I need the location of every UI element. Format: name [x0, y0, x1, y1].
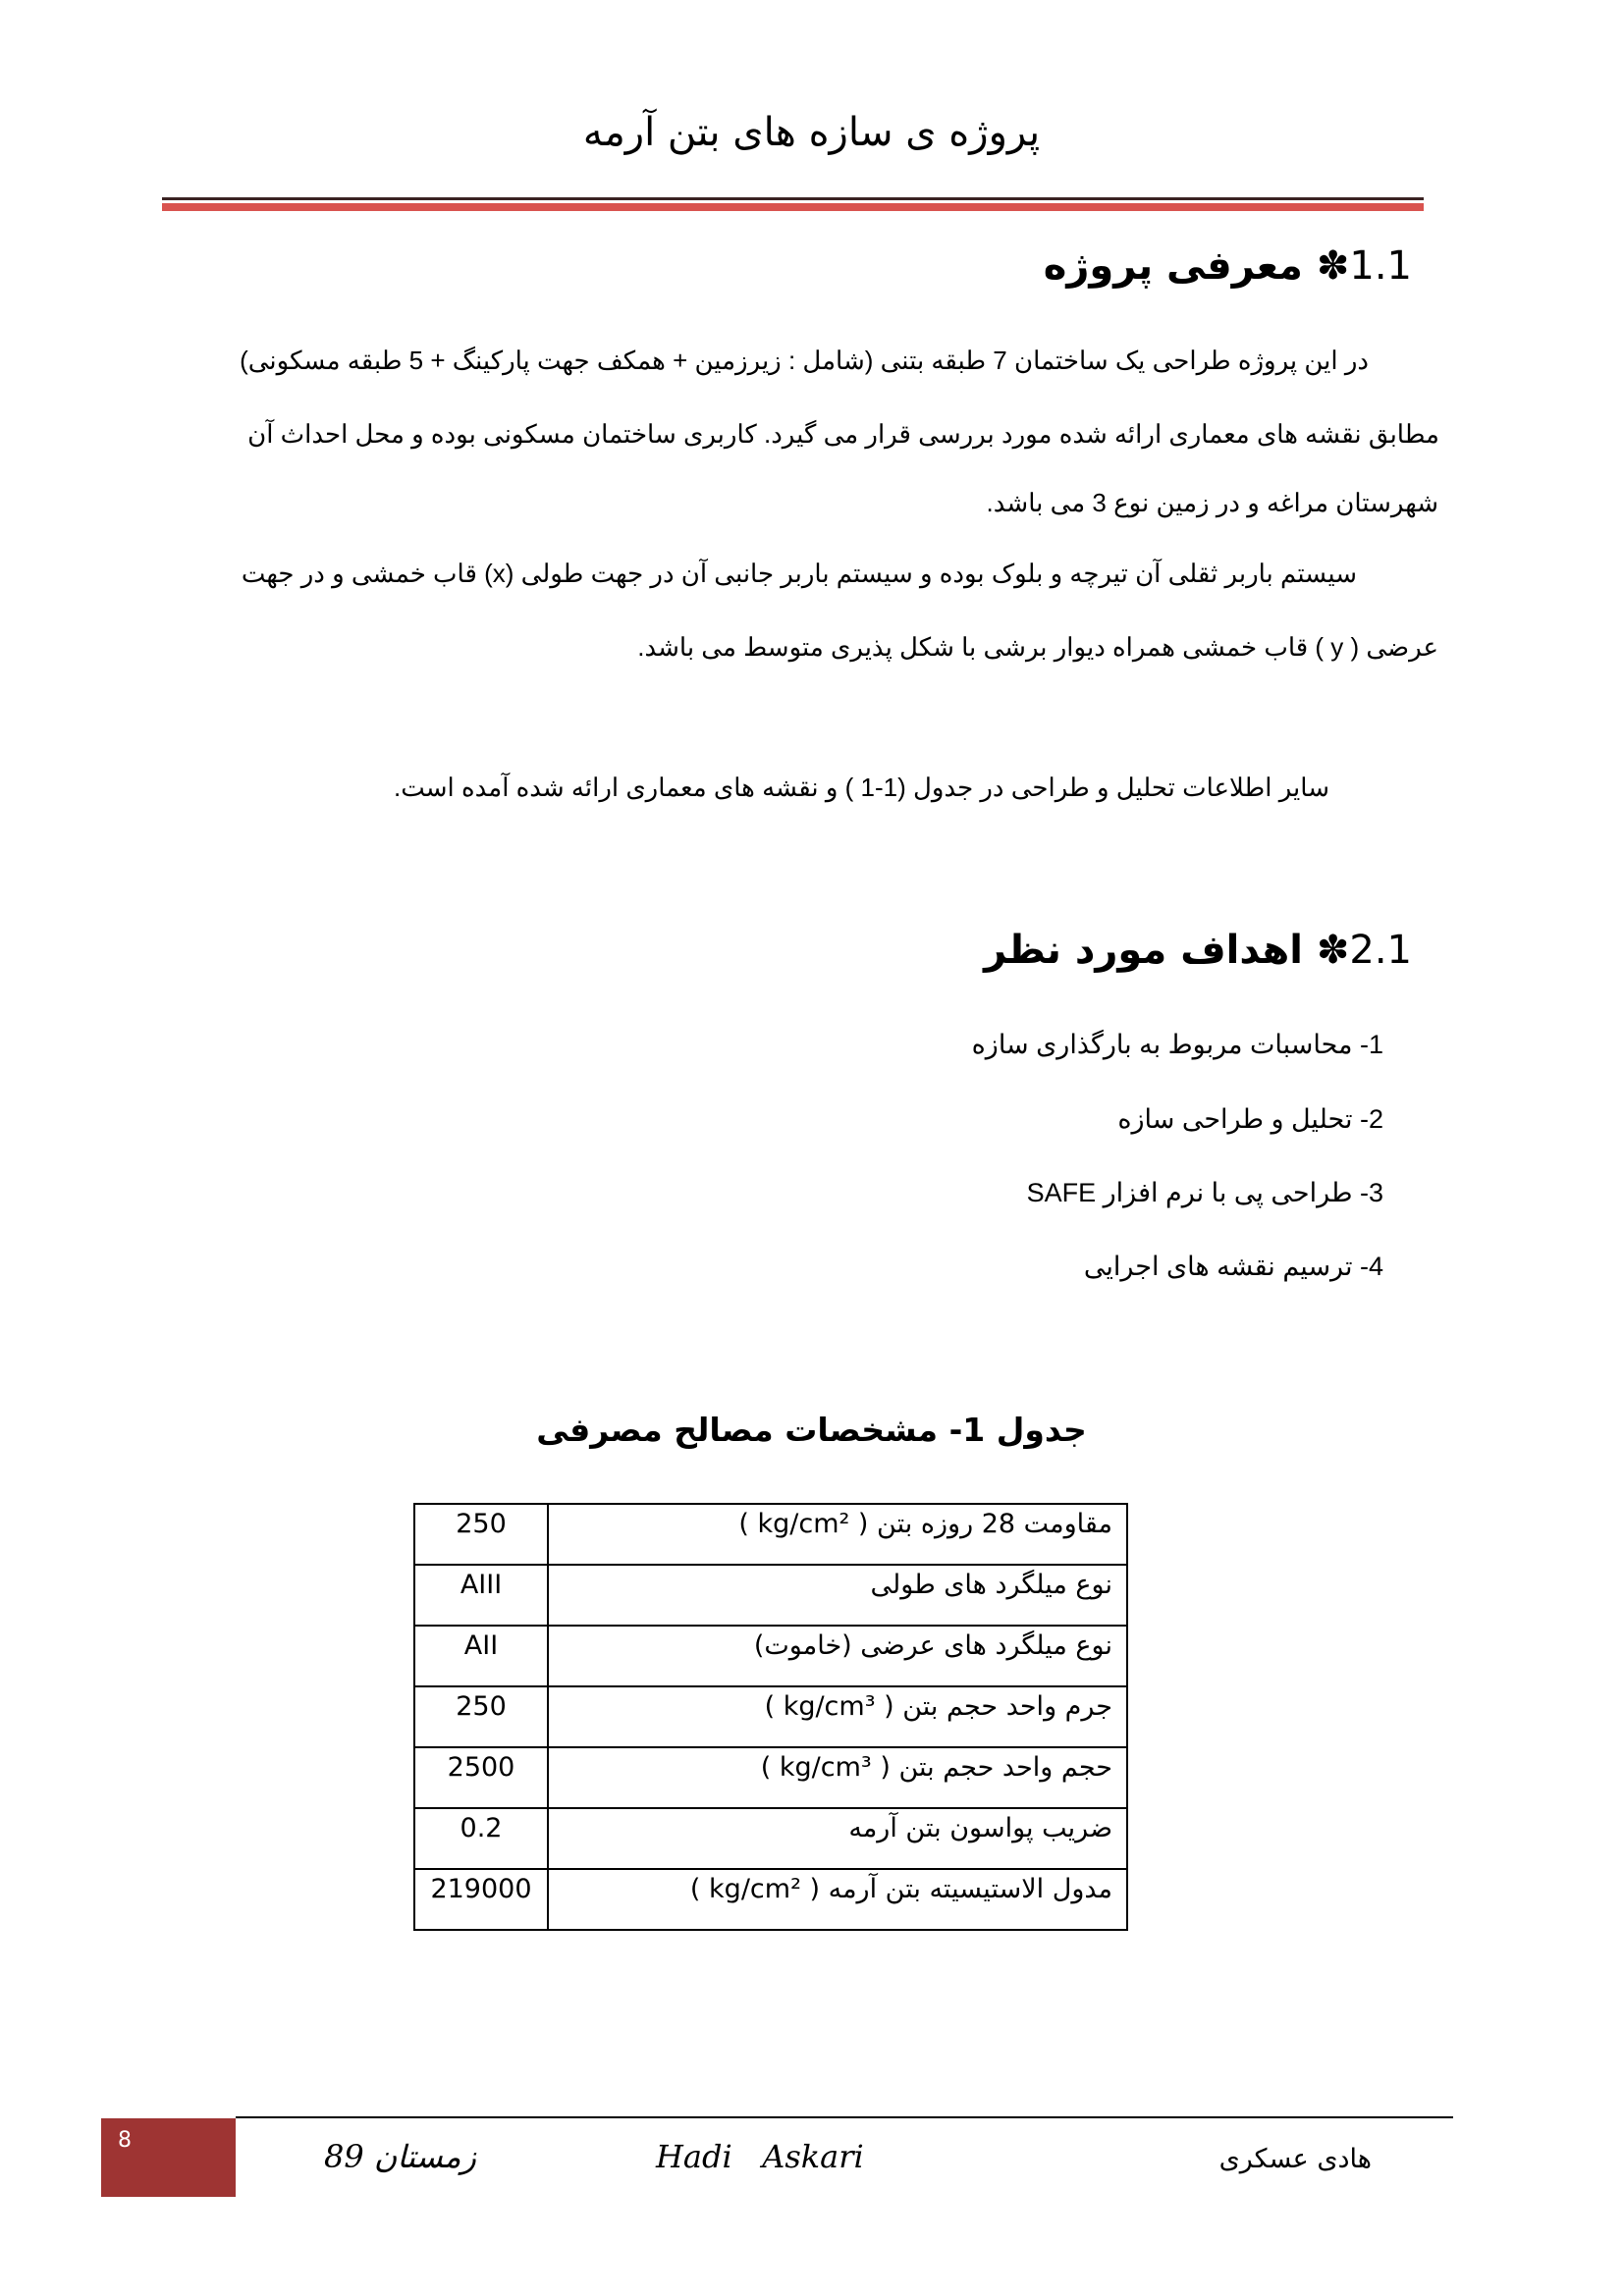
table-cell-label: نوع میلگرد های عرضی (خاموت) [548, 1626, 1127, 1686]
section-2-number: 2.1 [1349, 928, 1412, 973]
footer-author-persian: هادی عسکری [1218, 2144, 1372, 2174]
table-cell-value: 0.2 [414, 1808, 548, 1869]
table-row [414, 1747, 1127, 1808]
page-number: 8 [118, 2128, 132, 2153]
header-rule-thin [162, 197, 1424, 200]
table-cell-label: مقاومت 28 روزه بتن ( kg/cm² ) [548, 1504, 1127, 1565]
table-cell-value: AIII [414, 1565, 548, 1626]
section-1-line-6: سایر اطلاعات تحلیل و طراحی در جدول (1-1 ) و نقشه های معماری ارائه شده آمده است. [394, 773, 1329, 802]
footer-author-latin: Hadi Askari [656, 2138, 864, 2175]
section-1-line-1: در این پروژه طراحی یک ساختمان 7 طبقه بتنی (شامل : زیرزمین + همکف جهت پارکینگ + 5 طبقه مسکونی) [240, 346, 1369, 375]
page-number-box [101, 2118, 236, 2197]
table-cell-value: 250 [414, 1504, 548, 1565]
table-cell-value: 2500 [414, 1747, 548, 1808]
section-2-title: ✽ اهداف مورد نظر [984, 928, 1350, 973]
materials-table [413, 1503, 1128, 1931]
table-cell-label: نوع میلگرد های طولی [548, 1565, 1127, 1626]
section-1-line-2: مطابق نقشه های معماری ارائه شده مورد بررسی قرار می گیرد. کاربری ساختمان مسکونی بوده و محل احداث آن [247, 419, 1439, 449]
table-row [414, 1808, 1127, 1869]
table-cell-value: AII [414, 1626, 548, 1686]
table-cell-label: مدول الاستیسیته بتن آرمه ( kg/cm² ) [548, 1869, 1127, 1930]
footer-rule [236, 2116, 1453, 2118]
table-cell-label: ضریب پواسون بتن آرمه [548, 1808, 1127, 1869]
section-1-line-3: شهرستان مراغه و در زمین نوع 3 می باشد. [986, 488, 1438, 517]
table-cell-label: حجم واحد حجم بتن ( kg/cm³ ) [548, 1747, 1127, 1808]
section-1-line-5: عرضی ( y ) قاب خمشی همراه دیوار برشی با شکل پذیری متوسط می باشد. [637, 632, 1438, 662]
goal-item-3: 3- طراحی پی با نرم افزار SAFE [1026, 1178, 1383, 1207]
section-1-line-4: سیستم باربر ثقلی آن تیرچه و بلوک بوده و سیستم باربر جانبی آن در جهت طولی (x) قاب خمشی و در جهت [241, 559, 1357, 588]
table-cell-value: 219000 [414, 1869, 548, 1930]
table-cell-value: 250 [414, 1686, 548, 1747]
section-1-title: ✽ معرفی پروژه [1043, 243, 1350, 289]
footer-date: زمستان 89 [324, 2138, 476, 2175]
goal-item-1: 1- محاسبات مربوط به بارگذاری سازه [971, 1030, 1383, 1059]
table-caption: جدول 1- مشخصات مصالح مصرفی [536, 1411, 1087, 1449]
section-1-heading [1044, 243, 1412, 289]
table-row [414, 1565, 1127, 1626]
section-1-number: 1.1 [1349, 243, 1412, 289]
page-header-title: پروژه ی سازه های بتن آرمه [582, 110, 1041, 155]
table-row [414, 1504, 1127, 1565]
header-rule-thick [162, 203, 1424, 211]
table-row [414, 1686, 1127, 1747]
goal-item-2: 2- تحلیل و طراحی سازه [1117, 1104, 1383, 1134]
table-row [414, 1869, 1127, 1930]
table-row [414, 1626, 1127, 1686]
table-cell-label: جرم واحد حجم بتن ( kg/cm³ ) [548, 1686, 1127, 1747]
goal-item-4: 4- ترسیم نقشه های اجرایی [1083, 1252, 1383, 1281]
section-2-heading [984, 928, 1412, 973]
